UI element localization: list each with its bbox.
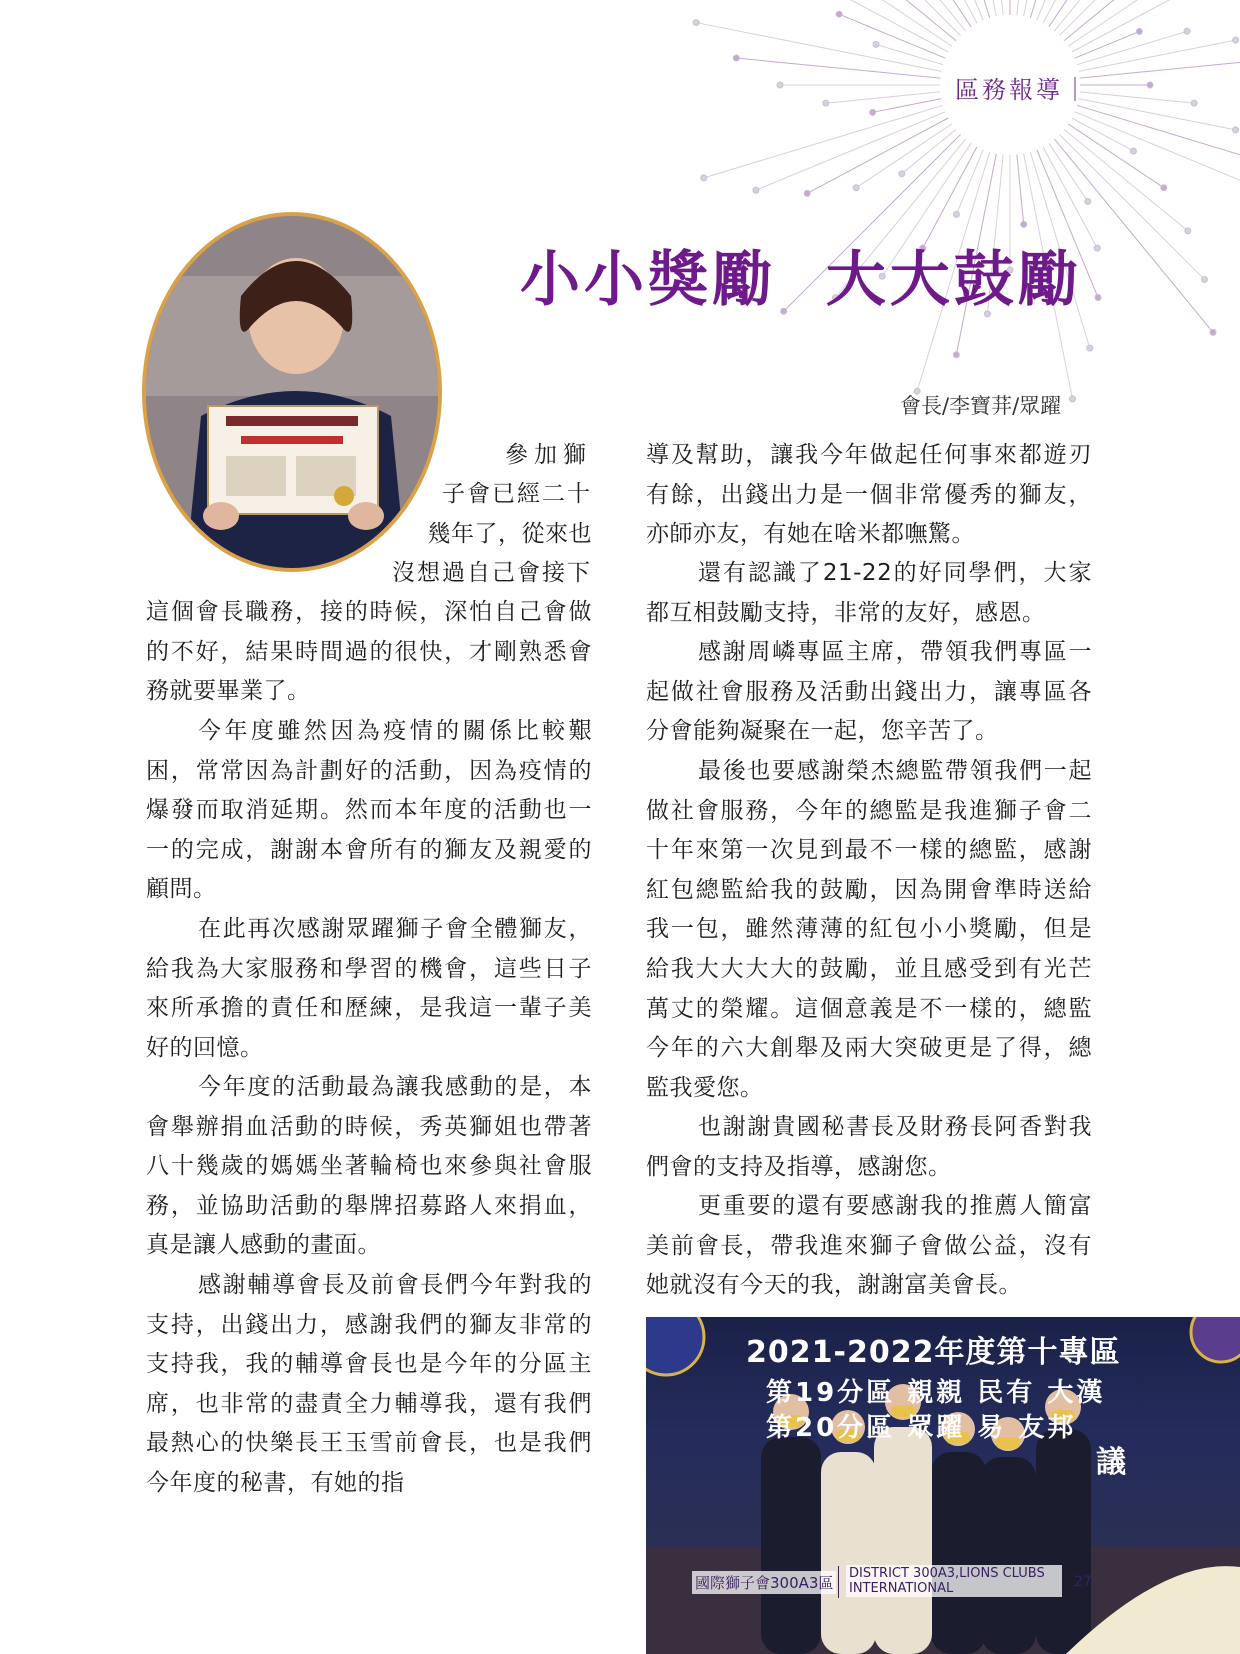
- starburst-ray: [1080, 58, 1240, 78]
- starburst-dot: [1147, 82, 1153, 88]
- starburst-dot: [853, 185, 859, 191]
- starburst-dot: [1136, 28, 1142, 34]
- starburst-dot: [804, 190, 810, 196]
- starburst-dot: [1233, 37, 1239, 43]
- left-para-intro-line3: 幾年了，從來也: [427, 521, 592, 547]
- starburst-dot: [1233, 127, 1239, 133]
- starburst-ray: [873, 99, 942, 113]
- starburst-dot: [1094, 245, 1100, 251]
- starburst-ray: [763, 0, 956, 41]
- starburst-dot: [1201, 276, 1207, 282]
- starburst-dot: [953, 352, 959, 358]
- starburst-dot: [1185, 228, 1191, 234]
- section-tag: 區務報導｜: [955, 76, 1090, 104]
- starburst-dot: [1095, 294, 1101, 300]
- starburst-ray: [839, 14, 945, 58]
- starburst-dot: [899, 171, 905, 177]
- portrait-photo: [142, 212, 442, 572]
- starburst-ray: [1054, 0, 1098, 31]
- right-para-1: 導及幫助，讓我今年做起任何事來都遊刃有餘，出錢出力是一個非常優秀的獅友，亦師亦友，有她在啥米都嘸驚。: [646, 442, 1092, 548]
- starburst-ray: [1079, 40, 1236, 71]
- starburst-ray: [781, 0, 951, 46]
- author-byline: 會長/李寶荓/眾躍: [900, 394, 1062, 418]
- left-para-5: 感謝輔導會長及前會長們今年對我的支持，出錢出力，感謝我們的獅友非常的支持我，我的輔導會長也是今年的分區主席，也非常的盡責全力輔導我，還有我們最熱心的快樂長王玉雪前會長，也是我們今年度的秘書，有她的指: [146, 1272, 592, 1496]
- left-para-2: 今年度雖然因為疫情的關係比較艱困，常常因為計劃好的活動，因為疫情的爆發而取消延期。然而本年度的活動也一一的完成，謝謝本會所有的獅友及親愛的顧問。: [146, 718, 592, 903]
- footer-divider: [838, 1566, 839, 1598]
- starburst-ray: [807, 118, 948, 193]
- left-para-intro-line1: 參加獅: [505, 442, 592, 468]
- starburst-dot: [777, 82, 783, 88]
- left-para-4: 今年度的活動最為讓我感動的是，本會舉辦捐血活動的時候，秀英獅姐也帶著八十幾歲的媽媽坐著輪椅也來參與社會服務，並協助活動的舉牌招募路人來捐血，真是讓人感動的畫面。: [146, 1074, 592, 1259]
- starburst-dot: [753, 187, 759, 193]
- starburst-ray: [1080, 92, 1194, 103]
- group-photo: [646, 1317, 1240, 1654]
- starburst-ray: [1017, 155, 1024, 225]
- right-para-6: 更重要的還有要感謝我的推薦人簡富美前會長，帶我進來獅子會做公益，沒有她就沒有今天的我，謝謝富美會長。: [646, 1193, 1092, 1299]
- starburst-ray: [1077, 31, 1187, 64]
- right-para-5: 也謝謝貴國秘書長及財務長阿香對我們會的支持及指導，感謝您。: [646, 1114, 1092, 1180]
- starburst-dot: [1087, 345, 1093, 351]
- footer-org-chinese: 國際獅子會300A3區: [692, 1571, 836, 1594]
- photo-banner-line2: 第19分區 親親 民有 大漢: [766, 1378, 1106, 1408]
- footer-org-english: DISTRICT 300A3,LIONS CLUBS INTERNATIONAL: [846, 1565, 1062, 1597]
- starburst-dot: [701, 175, 707, 181]
- starburst-ray: [856, 124, 952, 188]
- starburst-dot: [953, 211, 959, 217]
- photo-banner-line3: 第20分區 眾躍 易 友邦: [766, 1413, 1077, 1443]
- starburst-ray: [704, 105, 943, 178]
- starburst-dot: [836, 11, 842, 17]
- starburst-dot: [693, 20, 699, 26]
- right-para-4: 最後也要感謝榮杰總監帶領我們一起做社會服務，今年的總監是我進獅子會二十年來第一次見到最不一樣的總監，感謝紅包總監給我的鼓勵，因為開會準時送給我一包，雖然薄薄的紅包小小獎勵，但是給我大大大大的鼓勵，並且感受到有光芒萬丈的榮耀。這個意義是不一樣的，總監今年的六大創舉及兩大突破更是了得，總監我愛您。: [646, 758, 1092, 1101]
- starburst-dot: [1021, 221, 1027, 227]
- starburst-dot: [1184, 28, 1190, 34]
- article-title: 小小獎勵 大大鼓勵: [520, 245, 1082, 315]
- starburst-ray: [882, 0, 971, 27]
- starburst-ray: [1049, 0, 1188, 27]
- starburst-ray: [696, 23, 941, 72]
- right-para-3: 感謝周嶙專區主席，帶領我們專區一起做社會服務及活動出錢出力，讓專區各分會能夠凝聚在一起，您辛苦了。: [646, 639, 1092, 745]
- starburst-ray: [1017, 0, 1042, 15]
- starburst-dot: [870, 109, 876, 115]
- starburst-dot: [733, 55, 739, 61]
- starburst-dot: [1161, 185, 1167, 191]
- left-para-1: 這個會長職務，接的時候，深怕自己會做的不好，結果時間過的很快，才剛熟悉會務就要畢業了。: [146, 599, 592, 705]
- starburst-dot: [1069, 396, 1075, 402]
- starburst-ray: [911, 0, 960, 36]
- starburst-ray: [1064, 0, 1188, 41]
- starburst-ray: [826, 92, 940, 103]
- starburst-ray: [876, 44, 943, 64]
- photo-banner-line1: 2021-2022年度第十專區: [746, 1335, 1121, 1370]
- starburst-ray: [1068, 0, 1238, 46]
- left-para-3: 在此再次感謝眾躍獅子會全體獅友，給我為大家服務和學習的機會，這些日子來所承擔的責任和歷練，是我這一輩子美好的回憶。: [146, 916, 592, 1061]
- starburst-dot: [823, 100, 829, 106]
- starburst-ray: [1064, 129, 1188, 231]
- left-para-intro-line2: 子會已經二十: [442, 481, 592, 507]
- starburst-dot: [1085, 198, 1091, 204]
- starburst-ray: [736, 58, 940, 78]
- page-number: 27: [1074, 1574, 1092, 1590]
- starburst-dot: [1130, 148, 1136, 154]
- starburst-dot: [1210, 329, 1216, 335]
- photo-banner-line4: 議: [1096, 1445, 1126, 1480]
- starburst-ray: [1068, 124, 1164, 188]
- starburst-ray: [1079, 99, 1236, 130]
- starburst-dot: [1191, 100, 1197, 106]
- left-para-intro-line4: 沒想過自己會接下: [392, 560, 592, 586]
- starburst-dot: [873, 41, 879, 47]
- right-para-2: 還有認識了21-22的好同學們，大家都互相鼓勵支持，非常的友好，感恩。: [646, 560, 1092, 626]
